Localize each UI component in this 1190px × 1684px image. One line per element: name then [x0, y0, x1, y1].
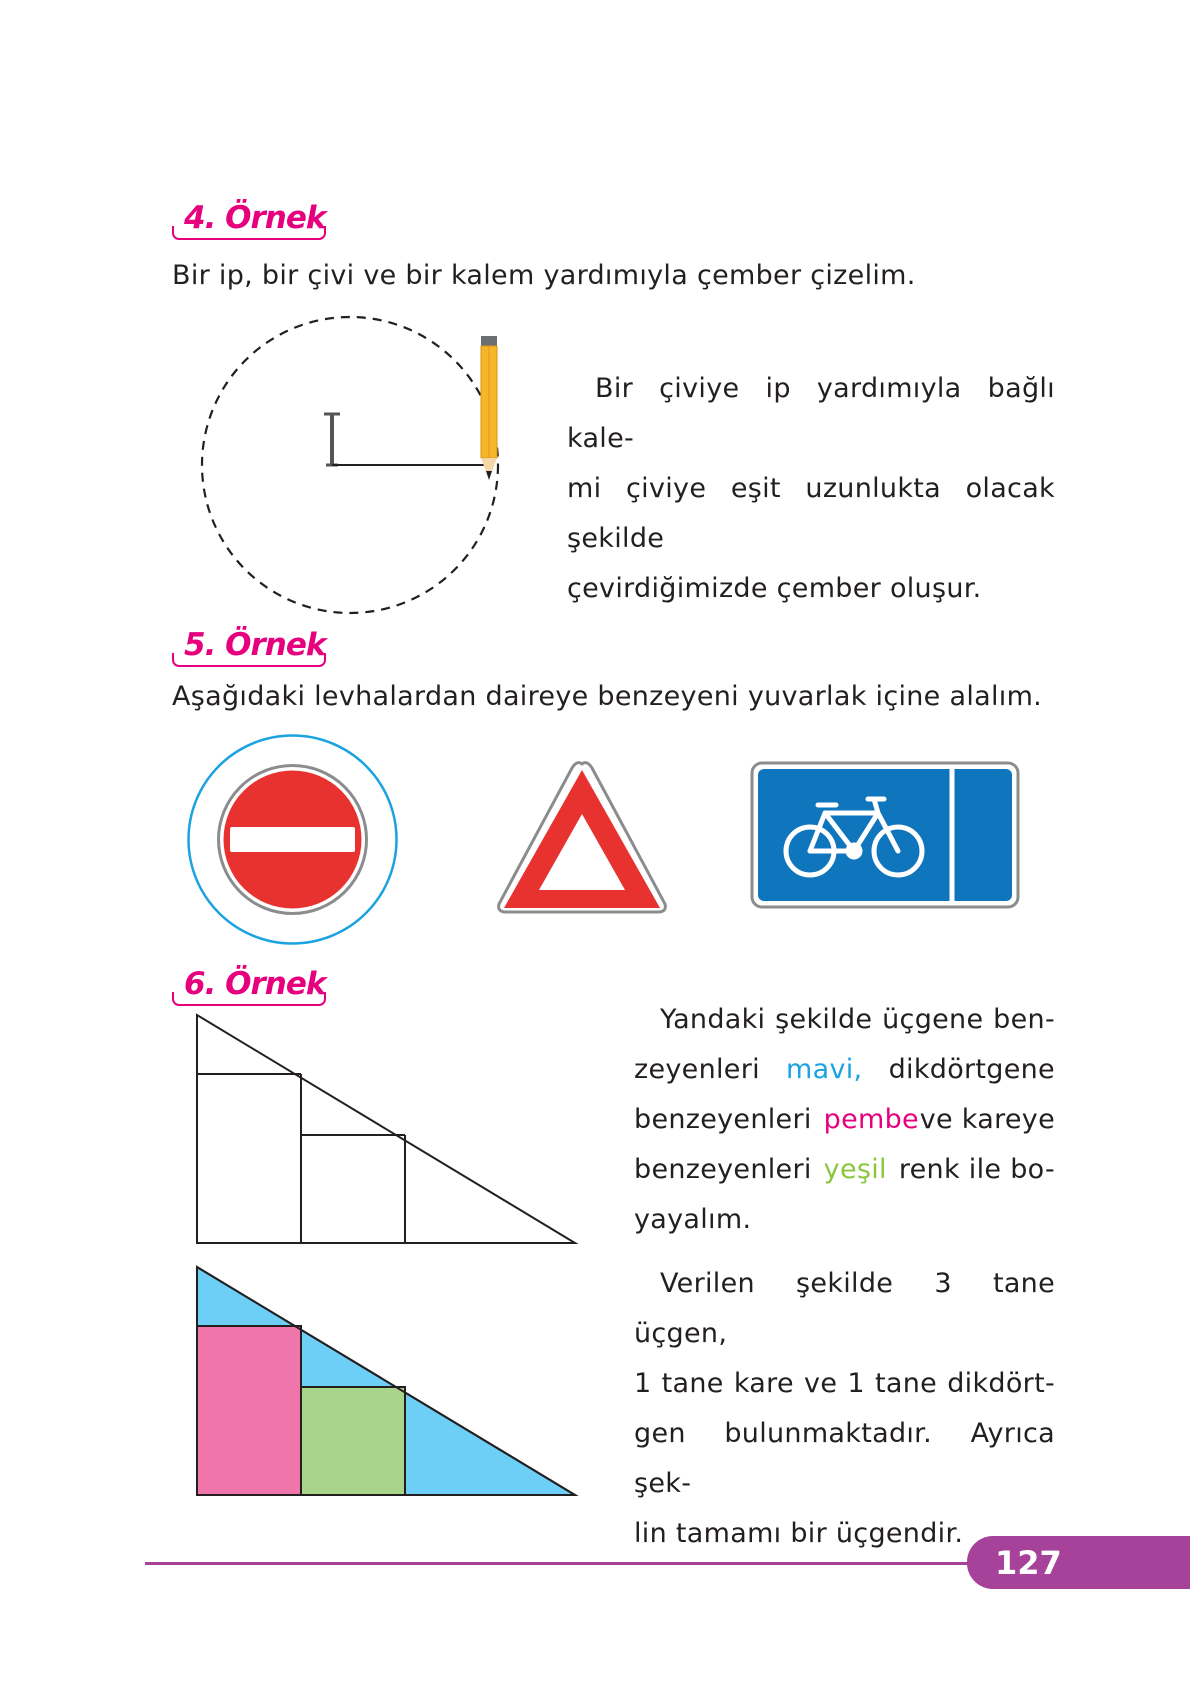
heading-bracket: [172, 226, 326, 240]
text-span: benzeyenleri: [634, 1154, 812, 1185]
example-5-heading: [172, 627, 327, 667]
text-span: benzeyenleri: [634, 1104, 812, 1135]
example-4-heading: [172, 200, 327, 240]
heading-bracket: [172, 992, 326, 1006]
description-line: mi çiviye eşit uzunlukta olacak şekilde: [567, 473, 1055, 554]
footer-rule: [145, 1562, 995, 1565]
color-word-pink: pembe: [823, 1104, 919, 1135]
square-green: [301, 1387, 405, 1495]
example-4-instruction: Bir ip, bir çivi ve bir kalem yardımıyla çember çizelim.: [172, 260, 916, 291]
example-6-paragraph-2: [634, 1259, 1055, 1559]
example-6-label: 6. Örnek: [184, 966, 326, 1002]
no-entry-sign: [185, 732, 400, 947]
paragraph-line: 1 tane kare ve 1 tane dikdört-: [634, 1368, 1055, 1399]
paragraph-line: [634, 1145, 1055, 1195]
nail-icon: [324, 414, 340, 465]
bicycle-lane-sign: [750, 761, 1020, 909]
paragraph-line: Verilen şekilde 3 tane üçgen,: [634, 1268, 1055, 1349]
paragraph-line: Yandaki şekilde üçgene ben-: [660, 1004, 1055, 1035]
example-4-label: 4. Örnek: [184, 200, 326, 236]
example-6-paragraph-1: [634, 995, 1055, 1245]
text-span: zeyenleri: [634, 1054, 760, 1085]
paragraph-line: gen bulunmaktadır. Ayrıca şek-: [634, 1418, 1055, 1499]
paragraph-line: lin tamamı bir üçgendir.: [634, 1518, 964, 1549]
shapes-outline-figure: [190, 1010, 590, 1250]
paragraph-line: [634, 1045, 1055, 1095]
example-5-label: 5. Örnek: [184, 627, 326, 663]
pencil-icon: [481, 336, 497, 480]
page-number: 127: [995, 1544, 1062, 1582]
example-4-description: [567, 364, 1055, 614]
color-word-green: yeşil: [823, 1154, 887, 1185]
text-span: dikdörtgene: [888, 1054, 1055, 1085]
paragraph-line: [634, 1095, 1055, 1145]
page-number-tab: [967, 1536, 1190, 1589]
heading-bracket: [172, 653, 326, 667]
description-line: Bir çiviye ip yardımıyla bağlı kale-: [567, 373, 1055, 454]
warning-triangle-sign: [494, 758, 670, 918]
circle-drawing-figure: [190, 310, 520, 625]
example-5-instruction: Aşağıdaki levhalardan daireye benzeyeni yuvarlak içine alalım.: [172, 681, 1043, 712]
description-line: çevirdiğimizde çember oluşur.: [567, 573, 982, 604]
color-word-blue: mavi,: [786, 1054, 863, 1085]
text-span: ve kareye: [919, 1104, 1055, 1135]
shapes-colored-figure: [190, 1262, 590, 1502]
rectangle-pink: [197, 1326, 301, 1495]
paragraph-line: yayalım.: [634, 1204, 752, 1235]
example-6-heading: [172, 966, 327, 1006]
text-span: renk ile bo-: [898, 1154, 1055, 1185]
